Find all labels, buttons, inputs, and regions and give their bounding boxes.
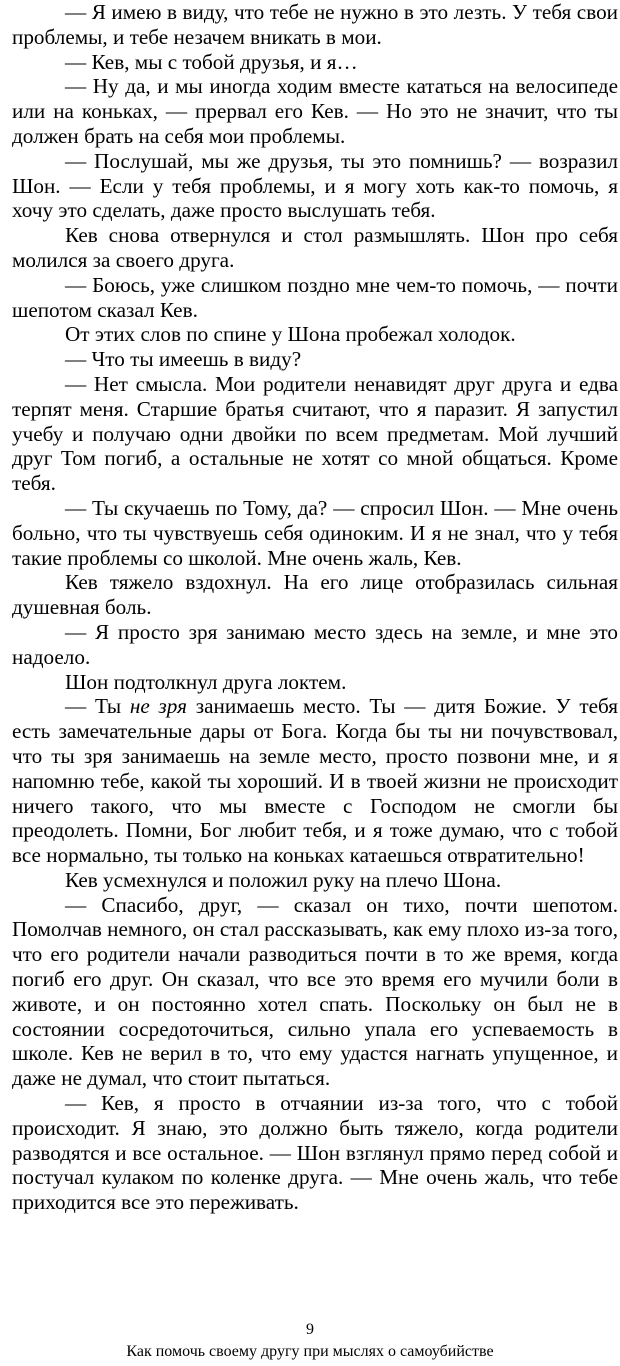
running-footer-title: Как помочь своему другу при мыслях о самоубийстве	[126, 1343, 494, 1360]
paragraph: — Ты скучаешь по Тому, да? — спросил Шон. — Мне очень больно, что ты чувствуешь себя одиноким. И я не знал, что у тебя такие проблемы со школой. Мне очень жаль, Кев.	[12, 495, 618, 570]
paragraph: Кев снова отвернулся и стол размышлять. Шон про себя молился за своего друга.	[12, 223, 618, 272]
paragraph: — Боюсь, уже слишком поздно мне чем-то помочь, — почти шепотом сказал Кев.	[12, 272, 618, 322]
body-text	[12, 0, 618, 1215]
paragraph: От этих слов по спине у Шона пробежал холодок.	[65, 322, 516, 347]
paragraph: Кев тяжело вздохнул. На его лице отобразилась сильная душевная боль.	[12, 570, 618, 620]
paragraph: — Послушай, мы же друзья, ты это помнишь? — возразил Шон. — Если у тебя проблемы, и я могу хоть как-то помочь, я хочу это сделать, даже просто выслушать тебя.	[12, 148, 618, 223]
paragraph: — Что ты имеешь в виду?	[65, 347, 302, 372]
paragraph: Кев усмехнулся и положил руку на плечо Шона.	[65, 867, 502, 892]
paragraph: Шон подтолкнул друга локтем.	[65, 669, 347, 694]
paragraph: — Кев, я просто в отчаянии из-за того, что с тобой происходит. Я знаю, это должно быть тяжело, когда родители разводятся и все остальное. — Шон взглянул прямо перед собой и постучал кулаком по коленке друга. — Мне очень жаль, что тебе приходится все это переживать.	[12, 1091, 618, 1215]
paragraph: — Я имею в виду, что тебе не нужно в это лезть. У тебя свои проблемы, и тебе незачем вникать в мои.	[12, 0, 618, 49]
emphasized-text: не зря	[129, 694, 187, 719]
page-number: 9	[306, 1321, 314, 1338]
paragraph: — Нет смысла. Мои родители ненавидят друг друга и едва терпят меня. Старшие братья считают, что я паразит. Я запустил учебу и получаю одни двойки по всем предметам. Мой лучший друг Том погиб, а остальные не хотят со мной общаться. Кроме тебя.	[12, 371, 618, 496]
paragraph: — Я просто зря занимаю место здесь на земле, и мне это надоело.	[12, 619, 618, 669]
paragraph: — Спасибо, друг, — сказал он тихо, почти шепотом. Помолчав немного, он стал рассказывать, как ему плохо из-за того, что его родители начали разводиться почти в то же время, когда погиб его друг. Он сказал, что все это время его мучили боли в животе, и он постоянно хотел спать. Поскольку он был не в состоянии сосредоточиться, сильно упала его успеваемость в школе. Кев не верил в то, что ему удастся нагнать упущенное, и даже не думал, что стоит пытаться.	[12, 892, 618, 1091]
paragraph: — Ну да, и мы иногда ходим вместе кататься на велосипеде или на коньках, — прервал его Кев. — Но это не значит, что ты должен брать на себя мои проблемы.	[12, 74, 618, 148]
paragraph-with-emphasis	[12, 694, 618, 868]
paragraph-text-after: занимаешь место. Ты — дитя Божие. У тебя есть замечательные дары от Бога. Когда бы ты ни почувствовал, что ты зря занимаешь на земле место, просто позвони мне, и я напомню тебе, какой ты хороший. И в твоей жизни не происходит ничего такого, что мы вместе с Господом не смогли бы преодолеть. Помни, Бог любит тебя, и я тоже думаю, что с тобой все нормально, ты только на коньках катаешься отвратительно!	[12, 694, 618, 868]
paragraph: — Кев, мы с тобой друзья, и я…	[65, 49, 358, 74]
paragraph-text-before: — Ты	[65, 694, 130, 719]
